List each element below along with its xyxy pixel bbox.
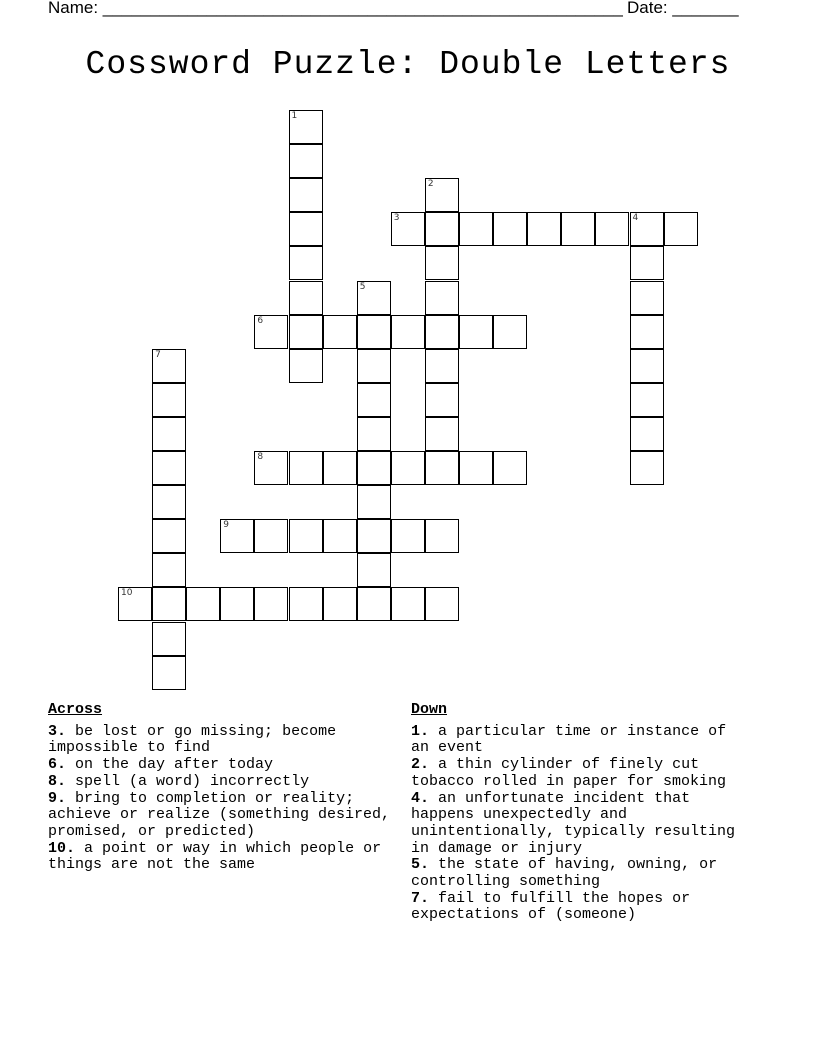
grid-cell[interactable] [493,315,527,349]
grid-cell[interactable] [289,315,323,349]
grid-cell[interactable] [289,281,323,315]
across-heading: Across [48,701,103,718]
clue-text: bring to completion or reality; achieve or realize (something desired, promised, or predicted) [48,789,391,840]
clue-number: 5. [411,856,430,874]
grid-cell[interactable] [459,451,493,485]
cell-number: 5 [359,281,366,292]
grid-cell[interactable] [118,587,152,621]
grid-cell[interactable] [289,349,323,383]
cell-number: 4 [632,213,639,224]
clue-text: an unfortunate incident that happens unexpectedly and unintentionally, typically resulting in damage or injury [411,789,736,857]
grid-cell[interactable] [289,587,323,621]
clue-number: 7. [411,889,430,907]
page-title: Cossword Puzzle: Double Letters [85,46,731,83]
clue-down-5 [411,857,751,890]
grid-cell[interactable] [152,519,186,553]
grid-cell[interactable] [493,451,527,485]
clue-text: the state of having, owning, or controlling something [411,856,718,891]
grid-cell[interactable] [561,212,595,246]
grid-cell[interactable] [323,451,357,485]
grid-cell[interactable] [186,587,220,621]
grid-cell[interactable] [425,519,459,553]
clue-down-7 [411,891,751,924]
grid-cell[interactable] [357,553,391,587]
grid-cell[interactable] [391,212,425,246]
grid-cell[interactable] [357,485,391,519]
grid-cell[interactable] [630,349,664,383]
clue-across-10 [48,841,398,874]
grid-cell[interactable] [357,519,391,553]
clue-text: be lost or go missing; become impossible to find [48,722,337,757]
cell-number: 10 [121,588,133,599]
down-clues [411,702,751,924]
grid-cell[interactable] [425,349,459,383]
grid-cell[interactable] [289,212,323,246]
cell-number: 1 [291,111,298,121]
grid-cell[interactable] [425,246,459,280]
clue-number: 2. [411,756,430,774]
clue-across-3 [48,724,398,757]
grid-cell[interactable] [630,212,664,246]
grid-cell[interactable] [220,519,254,553]
grid-cell[interactable] [425,451,459,485]
grid-cell[interactable] [220,587,254,621]
grid-cell[interactable] [357,417,391,451]
grid-cell[interactable] [425,315,459,349]
grid-cell[interactable] [357,349,391,383]
grid-cell[interactable] [630,246,664,280]
grid-cell[interactable] [391,587,425,621]
clue-number: 10. [48,839,76,857]
grid-cell[interactable] [152,587,186,621]
grid-cell[interactable] [254,315,288,349]
grid-cell[interactable] [425,383,459,417]
date-line: Date: _______ [627,0,739,17]
clue-number: 6. [48,756,67,774]
grid-cell[interactable] [289,246,323,280]
grid-cell[interactable] [630,281,664,315]
grid-cell[interactable] [664,212,698,246]
grid-cell[interactable] [357,281,391,315]
name-line: Name: _______________________________________________________ [48,0,623,17]
grid-cell[interactable] [152,451,186,485]
grid-cell[interactable] [391,519,425,553]
grid-cell[interactable] [595,212,629,246]
grid-cell[interactable] [425,212,459,246]
clue-number: 9. [48,789,67,807]
grid-cell[interactable] [254,451,288,485]
clue-across-8 [48,774,398,791]
cell-number: 3 [393,213,400,224]
clue-text: a particular time or instance of an event [411,722,727,757]
grid-cell[interactable] [459,212,493,246]
grid-cell[interactable] [152,417,186,451]
grid-cell[interactable] [630,451,664,485]
grid-cell[interactable] [289,451,323,485]
cell-number: 8 [257,452,264,462]
cell-number: 2 [427,179,434,190]
clue-down-1 [411,724,751,757]
grid-cell[interactable] [425,178,459,212]
grid-cell[interactable] [289,144,323,178]
cell-number: 6 [257,315,264,326]
grid-cell[interactable] [152,553,186,587]
clue-down-4 [411,791,751,858]
clue-across-9 [48,791,398,841]
clue-number: 8. [48,772,67,790]
grid-cell[interactable] [357,451,391,485]
grid-cell[interactable] [391,451,425,485]
grid-cell[interactable] [425,587,459,621]
clue-number: 1. [411,722,430,740]
grid-cell[interactable] [391,315,425,349]
grid-cell[interactable] [152,383,186,417]
grid-cell[interactable] [630,383,664,417]
clue-down-2 [411,757,751,790]
grid-cell[interactable] [152,485,186,519]
clue-text: a thin cylinder of finely cut tobacco rolled in paper for smoking [411,756,727,790]
grid-cell[interactable] [425,417,459,451]
grid-cell[interactable] [357,315,391,349]
grid-cell[interactable] [357,587,391,621]
grid-cell[interactable] [289,519,323,553]
grid-cell[interactable] [254,587,288,621]
clue-text: fail to fulfill the hopes or expectations of (someone) [411,889,691,924]
grid-cell[interactable] [630,417,664,451]
grid-cell[interactable] [527,212,561,246]
grid-cell[interactable] [254,519,288,553]
grid-cell[interactable] [323,587,357,621]
grid-cell[interactable] [289,178,323,212]
grid-cell[interactable] [323,519,357,553]
down-heading: Down [411,701,448,718]
grid-cell[interactable] [459,315,493,349]
cell-number: 9 [223,520,230,531]
grid-cell[interactable] [289,110,323,144]
grid-cell[interactable] [357,383,391,417]
grid-cell[interactable] [152,656,186,690]
grid-cell[interactable] [630,315,664,349]
grid-cell[interactable] [152,349,186,383]
clue-text: on the day after today [75,756,274,774]
across-clues [48,702,398,874]
clue-number: 4. [411,789,430,807]
grid-cell[interactable] [425,281,459,315]
grid-cell[interactable] [152,622,186,656]
cell-number: 7 [155,349,161,360]
grid-cell[interactable] [493,212,527,246]
clue-across-6 [48,757,398,774]
grid-cell[interactable] [323,315,357,349]
clue-text: spell (a word) incorrectly [75,772,310,790]
clue-text: a point or way in which people or things are not the same [48,839,382,874]
clue-number: 3. [48,722,67,740]
